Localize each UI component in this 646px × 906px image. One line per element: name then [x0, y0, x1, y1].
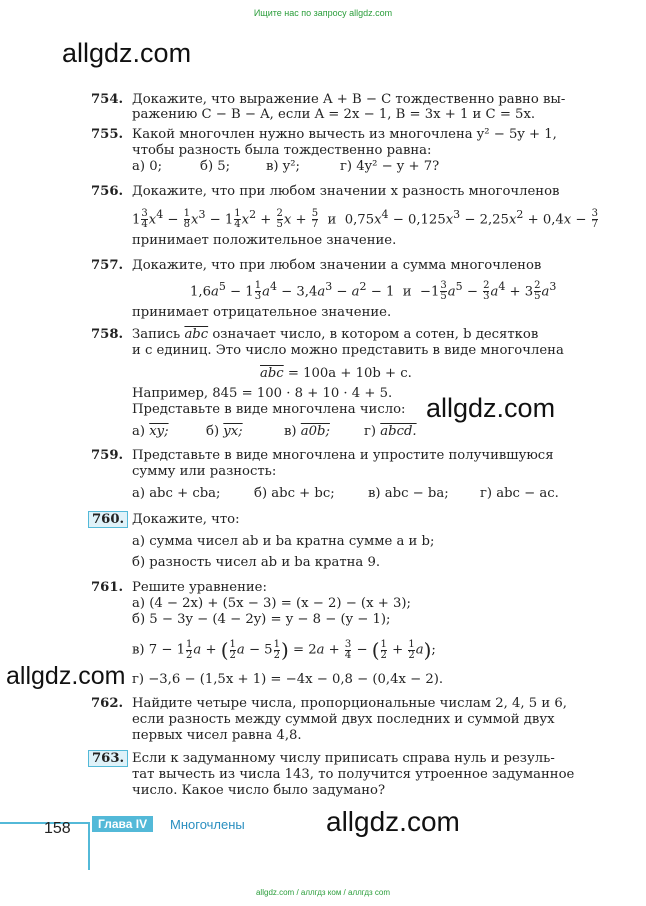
problem-number: 759.: [91, 448, 124, 463]
option: г) 4y² − y + 7?: [340, 159, 440, 174]
watermark: allgdz.com: [426, 393, 556, 423]
problem-text: принимает отрицательное значение.: [132, 305, 392, 320]
problem-text: Докажите, что при любом значении x разность многочленов: [132, 184, 560, 199]
problem-text: Например, 845 = 100 · 8 + 10 · 4 + 5.: [132, 386, 393, 401]
footer-divider: [88, 822, 90, 870]
problem-number: 756.: [91, 184, 124, 199]
watermark: allgdz.com: [326, 806, 460, 837]
chapter-label: Глава IV: [92, 816, 153, 832]
problem-text: Запись $\overline{abc}$ означает число, в котором a сотен, b десятков: [132, 327, 539, 342]
option: б) разность чисел ab и ba кратна 9.: [132, 555, 381, 570]
problem-text: тат вычесть из числа 143, то получится утроенное задуманное: [132, 767, 575, 782]
problem-text: Какой многочлен нужно вычесть из многочлена y² − 5y + 1,: [132, 127, 557, 142]
problem-number: 757.: [91, 258, 124, 273]
problem-text: Докажите, что при любом значении a сумма многочленов: [132, 258, 542, 273]
option: б) 5;: [200, 159, 231, 174]
equation: а) (4 − 2x) + (5x − 3) = (x − 2) − (x + 3);: [132, 596, 411, 611]
problem-text: и c единиц. Это число можно представить в виде многочлена: [132, 343, 564, 358]
problem-text: Решите уравнение:: [132, 580, 267, 595]
polynomial-expression: 1 $\frac{3}{4}$ $x^4$ − $\frac{1}{8}$ $x^3 - 1$ $\frac{1}{4}$ $x^2$ + $\frac{2}{5}$ x + $\frac{5}{7}$ и $0,75x^4 - 0,125x^3 - 2,25x^2 + 0,4x$ − $\frac{3}{7}$: [132, 208, 599, 231]
option: а) сумма чисел ab и ba кратна сумме a и b;: [132, 534, 435, 549]
problem-text: Докажите, что:: [132, 512, 240, 527]
problem-text: чтобы разность была тождественно равна:: [132, 143, 432, 158]
problem-text: ражению C − B − A, если A = 2x − 1, B = 3x + 1 и C = 5x.: [132, 107, 536, 122]
option: г) abcd.: [364, 424, 417, 439]
problem-number: 761.: [91, 580, 124, 595]
bottom-note[interactable]: allgdz.com / аллгдз ком / аллгдз com: [255, 888, 391, 897]
problem-number: 754.: [91, 92, 124, 107]
option: в) abc − ba;: [368, 486, 449, 501]
problem-number-boxed: 760.: [88, 511, 128, 528]
equation: г) −3,6 − (1,5x + 1) = −4x − 0,8 − (0,4x − 2).: [132, 672, 444, 687]
polynomial-expression: $1,6a^5 - 1$ $\frac{1}{3}$ $a^4 - 3,4a^3 - a^2 - 1$ и −1 $\frac{3}{5}$ $a^5$ − $\frac{2}{3}$ $a^4 + 3$ $\frac{2}{5}$ $a^3$: [190, 280, 557, 303]
problem-text: Если к задуманному числу приписать справа нуль и резуль-: [132, 751, 555, 766]
problem-text: если разность между суммой двух последних и суммой двух: [132, 712, 555, 727]
chapter-title: Многочлены: [170, 817, 245, 832]
problem-text: число. Какое число было задумано?: [132, 783, 386, 798]
option: в) a0b;: [284, 424, 330, 439]
watermark: allgdz.com: [6, 662, 126, 690]
problem-text: принимает положительное значение.: [132, 233, 397, 248]
problem-text: Найдите четыре числа, пропорциональные числам 2, 4, 5 и 6,: [132, 696, 567, 711]
option: в) y²;: [266, 159, 300, 174]
problem-text: Докажите, что выражение A + B − C тождественно равно вы-: [132, 92, 566, 107]
option: а) 0;: [132, 159, 163, 174]
conjunction: и: [402, 284, 412, 300]
equation: б) 5 − 3y − (4 − 2y) = y − 8 − (y − 1);: [132, 612, 391, 627]
problem-number: 762.: [91, 696, 124, 711]
problem-text: Представьте в виде многочлена число:: [132, 402, 406, 417]
page-number: 158: [44, 820, 71, 837]
option: а) xy;: [132, 424, 169, 439]
option: а) abc + cba;: [132, 486, 221, 501]
top-note[interactable]: Ищите нас по запросу allgdz.com: [253, 8, 393, 18]
problem-number-boxed: 763.: [88, 750, 128, 767]
formula: $\overline{abc} = 100a + 10b + c$.: [260, 366, 412, 381]
problem-text: сумму или разность:: [132, 464, 277, 479]
option: б) yx;: [206, 424, 243, 439]
equation: в) 7 − 1 $\frac{1}{2}$ a + ( $\frac{1}{2}$ a − 5 $\frac{1}{2}$ ) = 2a + $\frac{3}{4}$ − ( $\frac{1}{2}$ + $\frac{1}{2}$ a);: [132, 638, 436, 662]
option: б) abc + bc;: [254, 486, 335, 501]
problem-number: 758.: [91, 327, 124, 342]
watermark: allgdz.com: [62, 38, 192, 68]
option: г) abc − ac.: [480, 486, 559, 501]
problem-number: 755.: [91, 127, 124, 142]
problem-text: Представьте в виде многочлена и упростите получившуюся: [132, 448, 554, 463]
problem-text: первых чисел равна 4,8.: [132, 728, 302, 743]
conjunction: и: [327, 212, 337, 228]
